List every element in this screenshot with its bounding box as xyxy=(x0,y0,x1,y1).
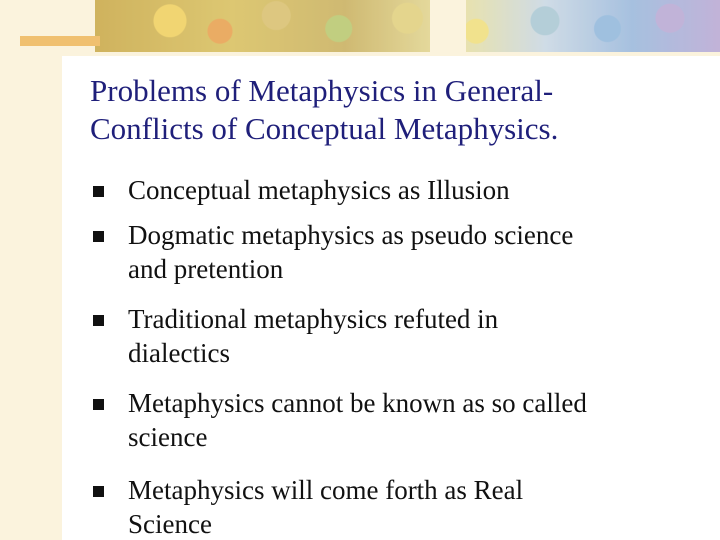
square-bullet-icon xyxy=(93,186,104,197)
decorative-left-strip xyxy=(0,0,62,540)
square-bullet-icon xyxy=(93,231,104,242)
square-bullet-icon xyxy=(93,399,104,410)
slide-title: Problems of Metaphysics in General- Conflicts of Conceptual Metaphysics. xyxy=(90,73,559,146)
square-bullet-icon xyxy=(93,315,104,326)
bullet-text: Traditional metaphysics refuted in dialectics xyxy=(128,304,499,368)
bullet-text: Dogmatic metaphysics as pseudo science and pretention xyxy=(128,220,574,284)
slide-content xyxy=(62,56,720,540)
bullet-text: Conceptual metaphysics as Illusion xyxy=(128,175,510,205)
bullet-text: Metaphysics will come forth as Real Science xyxy=(128,475,524,539)
decorative-leaf-banner xyxy=(95,0,720,52)
decorative-banner-gap xyxy=(430,0,466,52)
bullet-text: Metaphysics cannot be known as so called science xyxy=(128,388,587,452)
bullet-list xyxy=(62,56,720,540)
square-bullet-icon xyxy=(93,486,104,497)
decorative-accent-line xyxy=(20,36,100,46)
